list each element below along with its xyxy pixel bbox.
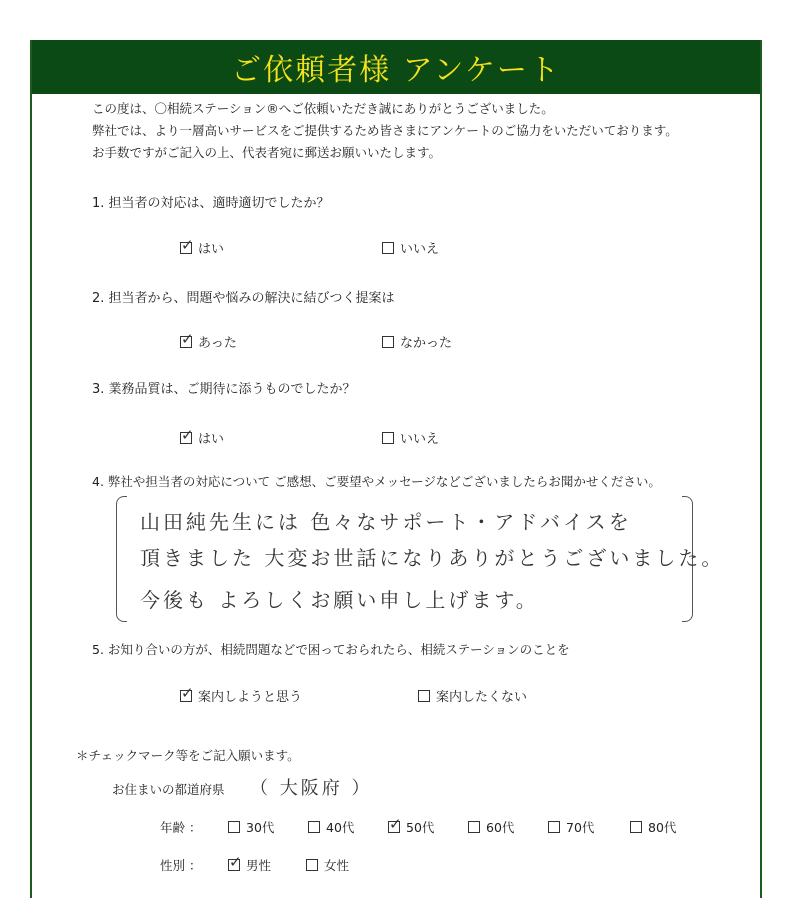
age-option-label: 40代	[326, 820, 355, 835]
checkbox-icon[interactable]	[382, 242, 394, 254]
q5-option-yes-label: 案内しようと思う	[198, 690, 303, 705]
question-4: 4. 弊社や担当者の対応について ご感想、ご要望やメッセージなどございましたらお聞かせください。	[92, 474, 661, 489]
answer-line-1: 山田純先生には 色々なサポート・アドバイスを	[140, 510, 632, 534]
checkbox-checked-icon[interactable]	[180, 432, 192, 444]
intro-line-1: この度は、〇相続ステーション®へご依頼いただき誠にありがとうございました。	[92, 101, 554, 116]
checkbox-icon[interactable]	[228, 821, 240, 833]
age-option-80[interactable]	[630, 818, 676, 836]
intro-text	[92, 98, 678, 164]
q3-option-yes[interactable]	[180, 428, 224, 447]
header-banner	[32, 40, 760, 94]
age-option-30[interactable]	[228, 818, 274, 836]
checkbox-icon[interactable]	[382, 336, 394, 348]
gender-option-label: 男性	[246, 858, 272, 873]
q1-option-yes[interactable]	[180, 238, 224, 257]
question-5: 5. お知り合いの方が、相続問題などで困っておられたら、相続ステーションのことを	[92, 642, 570, 657]
check-note: ＊チェックマーク等をご記入願います。	[76, 748, 300, 763]
age-option-60[interactable]	[468, 818, 514, 836]
gender-label: 性別 ：	[160, 858, 202, 873]
checkbox-icon[interactable]	[382, 432, 394, 444]
age-label: 年齢 ：	[160, 820, 202, 835]
age-option-label: 60代	[486, 820, 515, 835]
checkbox-checked-icon[interactable]	[228, 859, 240, 871]
checkbox-icon[interactable]	[548, 821, 560, 833]
checkbox-icon[interactable]	[306, 859, 318, 871]
intro-line-2: 弊社では、より一層高いサービスをご提供するため皆さまにアンケートのご協力をいただいております。	[92, 123, 678, 138]
q1-option-yes-label: はい	[198, 242, 225, 257]
checkbox-icon[interactable]	[468, 821, 480, 833]
q3-option-no-label: いいえ	[400, 432, 440, 447]
answer-line-2: 頂きました 大変お世話になりありがとうございました。	[140, 546, 725, 570]
q2-option-yes-label: あった	[198, 336, 237, 351]
q3-option-yes-label: はい	[198, 432, 225, 447]
age-option-label: 80代	[648, 820, 677, 835]
survey-sheet	[30, 40, 762, 898]
comment-bracket-left	[116, 496, 127, 622]
checkbox-icon[interactable]	[418, 690, 430, 702]
gender-option-label: 女性	[324, 858, 350, 873]
age-option-label: 50代	[406, 820, 435, 835]
q5-option-yes[interactable]	[180, 686, 302, 705]
q2-option-no-label: なかった	[400, 336, 453, 351]
age-option-70[interactable]	[548, 818, 594, 836]
q5-option-no-label: 案内したくない	[436, 690, 528, 705]
question-1: 1. 担当者の対応は、適時適切でしたか？	[92, 196, 330, 211]
age-option-50[interactable]	[388, 818, 434, 836]
question-2: 2. 担当者から、問題や悩みの解決に結びつく提案は	[92, 291, 395, 306]
residence-label: お住まいの都道府県	[112, 782, 225, 797]
checkbox-icon[interactable]	[630, 821, 642, 833]
checkbox-checked-icon[interactable]	[180, 336, 192, 348]
age-option-label: 30代	[246, 820, 275, 835]
answer-line-3: 今後も よろしくお願い申し上げます。	[140, 588, 539, 612]
q2-option-no[interactable]	[382, 332, 452, 351]
checkbox-checked-icon[interactable]	[180, 690, 192, 702]
page-title: ご依頼者様 アンケート	[231, 53, 561, 88]
age-option-40[interactable]	[308, 818, 354, 836]
q2-option-yes[interactable]	[180, 332, 237, 351]
q3-option-no[interactable]	[382, 428, 439, 447]
q5-option-no[interactable]	[418, 686, 527, 705]
q1-option-no-label: いいえ	[400, 242, 440, 257]
checkbox-icon[interactable]	[308, 821, 320, 833]
checkbox-checked-icon[interactable]	[180, 242, 192, 254]
gender-option-male[interactable]	[228, 856, 271, 874]
age-option-label: 70代	[566, 820, 595, 835]
residence-value: （ 大阪府 ）	[250, 778, 373, 799]
intro-line-3: お手数ですがご記入の上、代表者宛に郵送お願いいたします。	[92, 145, 442, 160]
q1-option-no[interactable]	[382, 238, 439, 257]
checkbox-checked-icon[interactable]	[388, 821, 400, 833]
gender-option-female[interactable]	[306, 856, 349, 874]
question-3: 3. 業務品質は、ご期待に添うものでしたか？	[92, 382, 356, 397]
